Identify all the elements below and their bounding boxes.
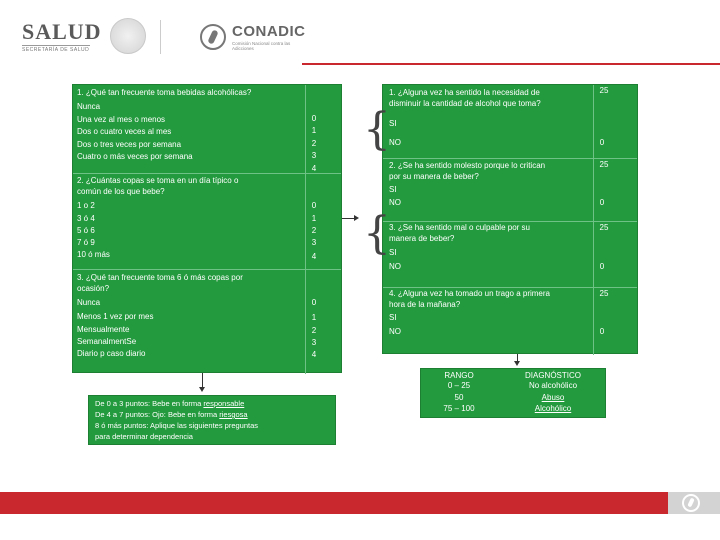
yes-label: SI bbox=[389, 248, 397, 257]
brace-bottom-icon: { bbox=[363, 208, 391, 259]
interpretation-line-2 bbox=[95, 410, 248, 420]
diagnosis-result-panel bbox=[420, 368, 606, 418]
interpretation-text: De 4 a 7 puntos: Ojo: Bebe en forma bbox=[95, 410, 220, 419]
question-text: disminuir la cantidad de alcohol que toma? bbox=[389, 99, 541, 108]
option-score: 0 bbox=[311, 298, 317, 307]
option-label: Dos o cuatro veces al mes bbox=[77, 127, 172, 136]
audit-question-2 bbox=[77, 175, 303, 197]
salud-logo-title: SALUD bbox=[22, 19, 102, 44]
header-accent-line bbox=[302, 63, 720, 65]
audit-interpretation-panel bbox=[88, 395, 336, 445]
arrow-head-icon bbox=[514, 361, 520, 366]
question-text: 3. ¿Se ha sentido mal o culpable por su bbox=[389, 223, 530, 232]
option-label: Mensualmente bbox=[77, 325, 130, 334]
diagnosis-value: Abuso bbox=[541, 393, 565, 402]
option-score: 0 bbox=[311, 114, 317, 123]
conadic-figure-icon bbox=[682, 494, 700, 512]
question-text: hora de la mañana? bbox=[389, 300, 461, 309]
salud-logo bbox=[22, 20, 106, 54]
yes-label: SI bbox=[389, 185, 397, 194]
option-score: 1 bbox=[311, 313, 317, 322]
conadic-logo-subtitle: Comisión Nacional contra las Adicciones bbox=[232, 41, 291, 51]
question-text: 2. ¿Cuántas copas se toma en un día típico o bbox=[77, 176, 239, 185]
score-column-divider bbox=[305, 85, 306, 374]
range-header: RANGO bbox=[444, 371, 474, 380]
national-seal-icon bbox=[110, 18, 146, 54]
question-text: por su manera de beber? bbox=[389, 172, 479, 181]
yes-score: 25 bbox=[599, 223, 609, 232]
option-label: SemanalmentSe bbox=[77, 337, 137, 346]
no-label: NO bbox=[389, 327, 401, 336]
right-arrow-connector bbox=[342, 218, 354, 219]
score-column-divider bbox=[593, 85, 594, 355]
option-label: 7 ó 9 bbox=[77, 238, 95, 247]
option-label: Una vez al mes o menos bbox=[77, 115, 166, 124]
conadic-figure-icon bbox=[200, 24, 226, 50]
option-label: Cuatro o más veces por semana bbox=[77, 152, 193, 161]
option-label: Menos 1 vez por mes bbox=[77, 312, 154, 321]
diagnosis-value: Alcohólico bbox=[534, 404, 572, 413]
question-text: común de los que bebe? bbox=[77, 187, 165, 196]
option-label: 10 ó más bbox=[77, 250, 110, 259]
no-label: NO bbox=[389, 262, 401, 271]
interpretation-emphasis: riesgosa bbox=[219, 410, 248, 419]
diagnosis-header: DIAGNÓSTICO bbox=[524, 371, 581, 380]
yes-label: SI bbox=[389, 313, 397, 322]
question-text: 3. ¿Qué tan frecuente toma 6 ó más copas por bbox=[77, 273, 243, 282]
conadic-logo-title: CONADIC bbox=[232, 23, 306, 40]
no-score: 0 bbox=[599, 198, 605, 207]
option-score: 3 bbox=[311, 238, 317, 247]
range-value: 0 – 25 bbox=[447, 381, 471, 390]
cage-questionnaire-panel bbox=[382, 84, 638, 354]
row-divider bbox=[73, 173, 341, 174]
option-score: 3 bbox=[311, 338, 317, 347]
diagnosis-value: No alcohólico bbox=[528, 381, 578, 390]
audit-question-1 bbox=[77, 87, 303, 98]
option-score: 2 bbox=[311, 326, 317, 335]
option-score: 4 bbox=[311, 164, 317, 173]
option-score: 4 bbox=[311, 350, 317, 359]
row-divider bbox=[73, 269, 341, 270]
down-arrow-connector bbox=[517, 354, 518, 361]
yes-label: SI bbox=[389, 119, 397, 128]
arrow-head-icon bbox=[199, 387, 205, 392]
option-score: 1 bbox=[311, 214, 317, 223]
salud-logo-subtitle: SECRETARÍA DE SALUD bbox=[22, 47, 90, 53]
option-label: 5 ó 6 bbox=[77, 226, 95, 235]
option-score: 4 bbox=[311, 252, 317, 261]
no-score: 0 bbox=[599, 138, 605, 147]
range-value: 75 – 100 bbox=[443, 404, 475, 413]
question-text: manera de beber? bbox=[389, 234, 455, 243]
header-divider bbox=[160, 20, 161, 54]
down-arrow-connector bbox=[202, 373, 203, 387]
interpretation-line-3: 8 ó más puntos: Aplique las siguientes preguntas bbox=[95, 421, 259, 430]
option-label: Dos o tres veces por semana bbox=[77, 140, 182, 149]
brace-top-icon: { bbox=[363, 104, 391, 155]
option-score: 2 bbox=[311, 139, 317, 148]
range-value: 50 bbox=[454, 393, 464, 402]
question-text: ocasión? bbox=[77, 284, 110, 293]
question-text: 4. ¿Alguna vez ha tomado un trago a primera bbox=[389, 289, 550, 298]
option-label: Nunca bbox=[77, 298, 101, 307]
option-label: Diario p caso diario bbox=[77, 349, 146, 358]
option-score: 3 bbox=[311, 151, 317, 160]
interpretation-text: De 0 a 3 puntos: Bebe en forma bbox=[95, 399, 204, 408]
option-label: 1 o 2 bbox=[77, 201, 95, 210]
audit-questionnaire-panel bbox=[72, 84, 342, 373]
footer-bar bbox=[0, 492, 720, 514]
option-label: 3 ó 4 bbox=[77, 214, 95, 223]
option-score: 2 bbox=[311, 226, 317, 235]
question-text: 2. ¿Se ha sentido molesto porque lo critican bbox=[389, 161, 546, 170]
option-score: 1 bbox=[311, 126, 317, 135]
yes-score: 25 bbox=[599, 86, 609, 95]
arrow-head-icon bbox=[354, 215, 359, 221]
interpretation-line-4: para determinar dependencia bbox=[95, 432, 193, 441]
cage-question-1 bbox=[389, 87, 589, 109]
no-label: NO bbox=[389, 198, 401, 207]
yes-score: 25 bbox=[599, 160, 609, 169]
option-score: 0 bbox=[311, 201, 317, 210]
yes-score: 25 bbox=[599, 289, 609, 298]
cage-question-3 bbox=[389, 222, 589, 244]
interpretation-line-1 bbox=[95, 399, 244, 409]
conadic-logo bbox=[200, 22, 310, 52]
question-text: 1. ¿Alguna vez ha sentido la necesidad de bbox=[389, 88, 540, 97]
question-text: 1. ¿Qué tan frecuente toma bebidas alcohólicas? bbox=[77, 88, 252, 97]
option-label: Nunca bbox=[77, 102, 101, 111]
cage-question-2 bbox=[389, 160, 589, 182]
no-label: NO bbox=[389, 138, 401, 147]
audit-question-3 bbox=[77, 272, 303, 294]
no-score: 0 bbox=[599, 262, 605, 271]
no-score: 0 bbox=[599, 327, 605, 336]
interpretation-emphasis: responsable bbox=[203, 399, 245, 408]
cage-question-4 bbox=[389, 288, 589, 310]
